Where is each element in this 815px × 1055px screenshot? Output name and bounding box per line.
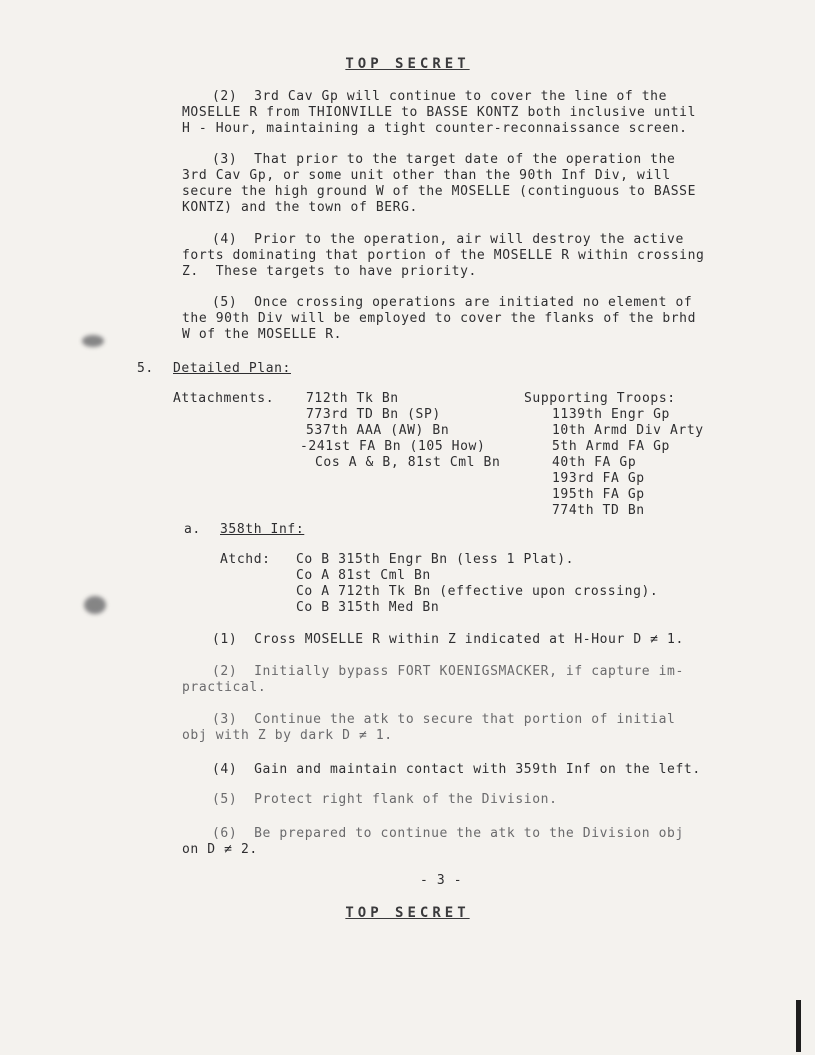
para-5-line-1: (5) Once crossing operations are initiated no element of: [212, 295, 693, 310]
classification-footer: TOP SECRET: [345, 905, 470, 921]
supporting-item: 193rd FA Gp: [552, 471, 645, 486]
order-item-2-line-1: (2) Initially bypass FORT KOENIGSMACKER, if capture im-: [212, 664, 684, 679]
page-number: - 3 -: [420, 873, 463, 888]
attachment-item: 537th AAA (AW) Bn: [306, 423, 450, 438]
supporting-item: 195th FA Gp: [552, 487, 645, 502]
supporting-item: 774th TD Bn: [552, 503, 645, 518]
section-number: 5.: [137, 361, 154, 376]
subsection-letter: a.: [184, 522, 201, 537]
supporting-item: 5th Armd FA Gp: [552, 439, 670, 454]
order-item-3-line-2: obj with Z by dark D ≠ 1.: [182, 728, 393, 743]
supporting-troops-label: Supporting Troops:: [524, 391, 676, 406]
para-5-line-3: W of the MOSELLE R.: [182, 327, 343, 342]
atchd-item: Co B 315th Med Bn: [296, 600, 440, 615]
supporting-item: 1139th Engr Gp: [552, 407, 670, 422]
order-item-6-line-2: on D ≠ 2.: [182, 842, 258, 857]
scan-smudge: [82, 335, 104, 347]
scan-smudge: [84, 596, 106, 614]
para-3-line-1: (3) That prior to the target date of the operation the: [212, 152, 676, 167]
para-2-line-3: H - Hour, maintaining a tight counter-reconnaissance screen.: [182, 121, 688, 136]
order-item-2-line-2: practical.: [182, 680, 267, 695]
atchd-item: Co B 315th Engr Bn (less 1 Plat).: [296, 552, 575, 567]
order-item-4: (4) Gain and maintain contact with 359th Inf on the left.: [212, 762, 701, 777]
order-item-1: (1) Cross MOSELLE R within Z indicated at H-Hour D ≠ 1.: [212, 632, 684, 647]
para-3-line-4: KONTZ) and the town of BERG.: [182, 200, 418, 215]
section-title: Detailed Plan:: [173, 361, 291, 376]
scan-edge-mark: [796, 1000, 801, 1052]
attachment-item: 712th Tk Bn: [306, 391, 399, 406]
classification-header: TOP SECRET: [345, 56, 470, 72]
attachments-label: Attachments.: [173, 391, 275, 406]
para-4-line-1: (4) Prior to the operation, air will destroy the active: [212, 232, 684, 247]
supporting-item: 10th Armd Div Arty: [552, 423, 704, 438]
para-4-line-2: forts dominating that portion of the MOSELLE R within crossing: [182, 248, 705, 263]
attachment-item: 773rd TD Bn (SP): [306, 407, 441, 422]
para-3-line-2: 3rd Cav Gp, or some unit other than the 90th Inf Div, will: [182, 168, 671, 183]
atchd-label: Atchd:: [220, 552, 271, 567]
para-5-line-2: the 90th Div will be employed to cover the flanks of the brhd: [182, 311, 697, 326]
subsection-title: 358th Inf:: [220, 522, 305, 537]
atchd-item: Co A 81st Cml Bn: [296, 568, 431, 583]
order-item-6-line-1: (6) Be prepared to continue the atk to the Division obj: [212, 826, 684, 841]
para-2-line-2: MOSELLE R from THIONVILLE to BASSE KONTZ both inclusive until: [182, 105, 697, 120]
attachment-item: Cos A & B, 81st Cml Bn: [315, 455, 501, 470]
order-item-3-line-1: (3) Continue the atk to secure that portion of initial: [212, 712, 676, 727]
para-2-line-1: (2) 3rd Cav Gp will continue to cover the line of the: [212, 89, 668, 104]
para-4-line-3: Z. These targets to have priority.: [182, 264, 477, 279]
attachment-item: -241st FA Bn (105 How): [300, 439, 486, 454]
para-3-line-3: secure the high ground W of the MOSELLE (continguous to BASSE: [182, 184, 697, 199]
order-item-5: (5) Protect right flank of the Division.: [212, 792, 558, 807]
supporting-item: 40th FA Gp: [552, 455, 637, 470]
atchd-item: Co A 712th Tk Bn (effective upon crossing).: [296, 584, 659, 599]
